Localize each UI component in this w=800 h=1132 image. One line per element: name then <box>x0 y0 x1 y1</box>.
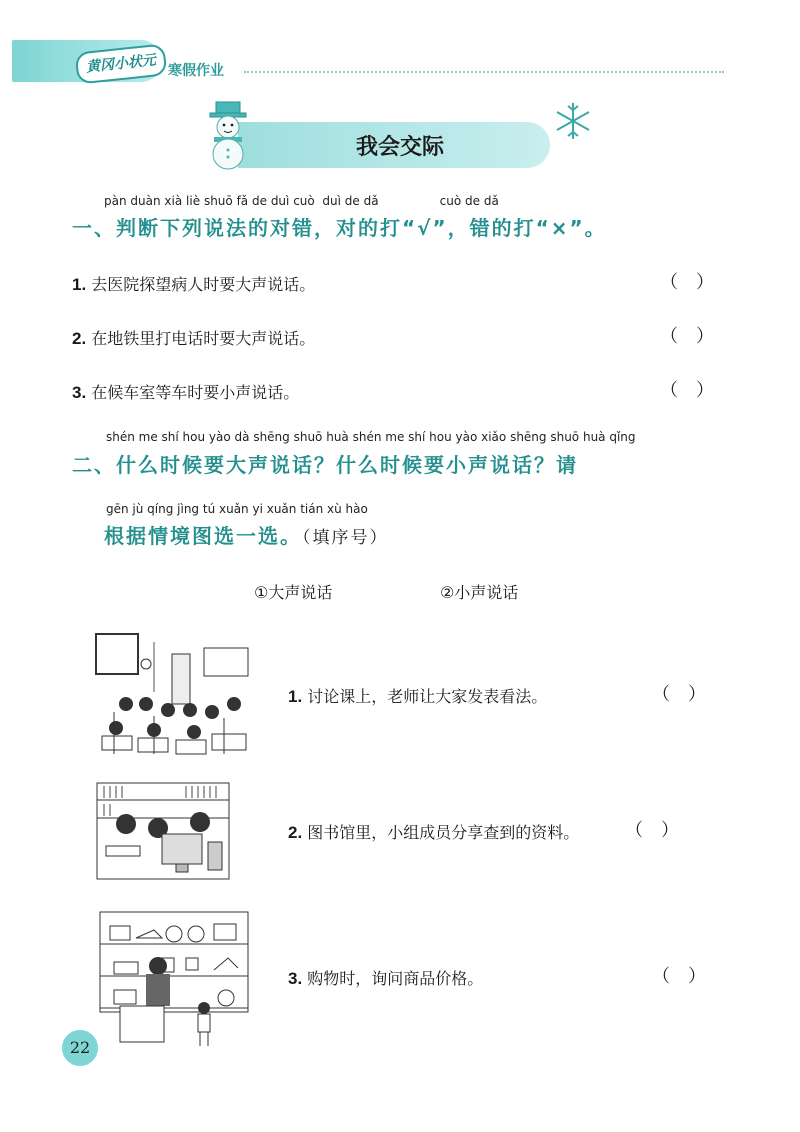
header-dotted-line <box>244 71 724 73</box>
part2-pinyin-line1: shén me shí hou yào dà shēng shuō huà shén me shí hou yào xiǎo shēng shuō huà qǐng <box>106 430 636 444</box>
part2-item-3: 3. 购物时，询问商品价格。 <box>288 969 484 988</box>
part1-answer-3[interactable]: （ ） <box>660 380 714 401</box>
part1-heading: 一、判断下列说法的对错，对的打“√”，错的打“×”。 <box>72 216 607 240</box>
part1-item-2: 2. 在地铁里打电话时要大声说话。 <box>72 329 316 348</box>
part2-heading-note: （填序号） <box>302 528 389 548</box>
option-loud: ①大声说话 <box>254 583 333 602</box>
part2-item-2: 2. 图书馆里，小组成员分享查到的资料。 <box>288 823 580 842</box>
part1-item-1: 1. 去医院探望病人时要大声说话。 <box>72 275 316 294</box>
option-quiet: ②小声说话 <box>440 583 519 602</box>
part1-pinyin: pàn duàn xià liè shuō fǎ de duì cuò duì de dǎ cuò de dǎ <box>104 194 499 208</box>
header-section-label: 寒假作业 <box>168 63 224 79</box>
part2-answer-2[interactable]: （ ） <box>625 820 679 841</box>
page-number: 22 <box>62 1030 98 1066</box>
snowman-icon <box>198 100 258 170</box>
part1-answer-2[interactable]: （ ） <box>660 326 714 347</box>
part2-heading-line2: 根据情境图选一选。（填序号） <box>104 524 389 548</box>
shop-scene-image <box>96 908 252 1048</box>
part1-answer-1[interactable]: （ ） <box>660 272 714 293</box>
part2-heading-line1: 二、什么时候要大声说话？什么时候要小声说话？请 <box>72 453 578 477</box>
brand-logo: 黄冈小状元 <box>75 43 168 84</box>
snowflake-icon <box>552 100 594 142</box>
part2-answer-1[interactable]: （ ） <box>652 684 706 705</box>
page-title: 我会交际 <box>355 135 444 160</box>
part2-answer-3[interactable]: （ ） <box>652 966 706 987</box>
part2-item-1: 1. 讨论课上，老师让大家发表看法。 <box>288 687 548 706</box>
part2-pinyin-line2: gēn jù qíng jìng tú xuǎn yi xuǎn tián xù hào <box>106 502 368 516</box>
part1-item-3: 3. 在候车室等车时要小声说话。 <box>72 383 300 402</box>
library-scene-image <box>96 782 230 880</box>
classroom-scene-image <box>94 632 250 756</box>
